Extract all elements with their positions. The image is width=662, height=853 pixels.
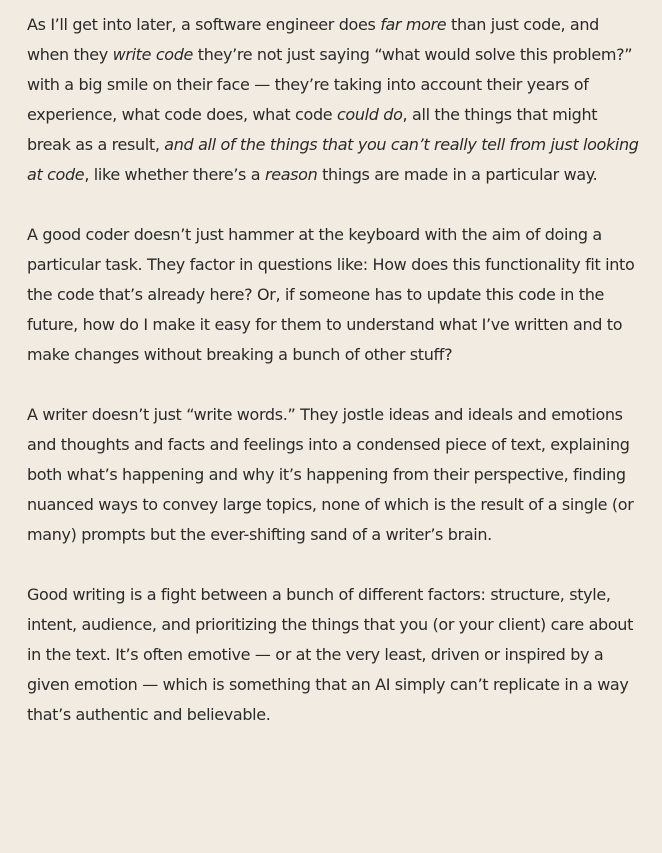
emphasized-text: could do	[336, 105, 403, 124]
paragraph-text: , all the things that might break as a result,	[27, 105, 598, 154]
paragraph-2	[27, 220, 644, 370]
paragraph-text: Good writing is a fight between a bunch of different factors: structure, style, intent, audience, and prioritizing the things that you (or your client) care about in the text. It’s often emotive — or at the very least, driven or inspired by a given emotion — which is something that an AI simply can’t replicate in a way that’s authentic and believable.	[27, 585, 633, 724]
paragraph-3	[27, 400, 644, 550]
paragraph-4	[27, 580, 644, 730]
paragraph-text: things are made in a particular way.	[317, 165, 598, 184]
paragraph-text: As I’ll get into later, a software engineer does	[27, 15, 381, 34]
emphasized-text: write code	[112, 45, 194, 64]
paragraph-text: , like whether there’s a	[84, 165, 265, 184]
emphasized-text: reason	[264, 165, 318, 184]
emphasized-text: and all of the things that you can’t really tell from just looking at code	[27, 135, 639, 184]
paragraph-text: A good coder doesn’t just hammer at the keyboard with the aim of doing a particular task. They factor in questions like: How does this functionality fit into the code that’s already here? Or, if someone has to update this code in the future, how do I make it easy for them to understand what I’ve written and to make changes without breaking a bunch of other stuff?	[27, 225, 635, 364]
paragraph-text: A writer doesn’t just “write words.” They jostle ideas and ideals and emotions and thoughts and facts and feelings into a condensed piece of text, explaining both what’s happening and why it’s happening from their perspective, finding nuanced ways to convey large topics, none of which is the result of a single (or many) prompts but the ever-shifting sand of a writer’s brain.	[27, 405, 634, 544]
emphasized-text: far more	[380, 15, 447, 34]
paragraph-text: they’re not just saying “what would solve this problem?” with a big smile on their face — they’re taking into account their years of experience, what code does, what code	[27, 45, 633, 124]
paragraph-1	[27, 10, 644, 190]
paragraph-text: than just code, and when they	[27, 15, 599, 64]
